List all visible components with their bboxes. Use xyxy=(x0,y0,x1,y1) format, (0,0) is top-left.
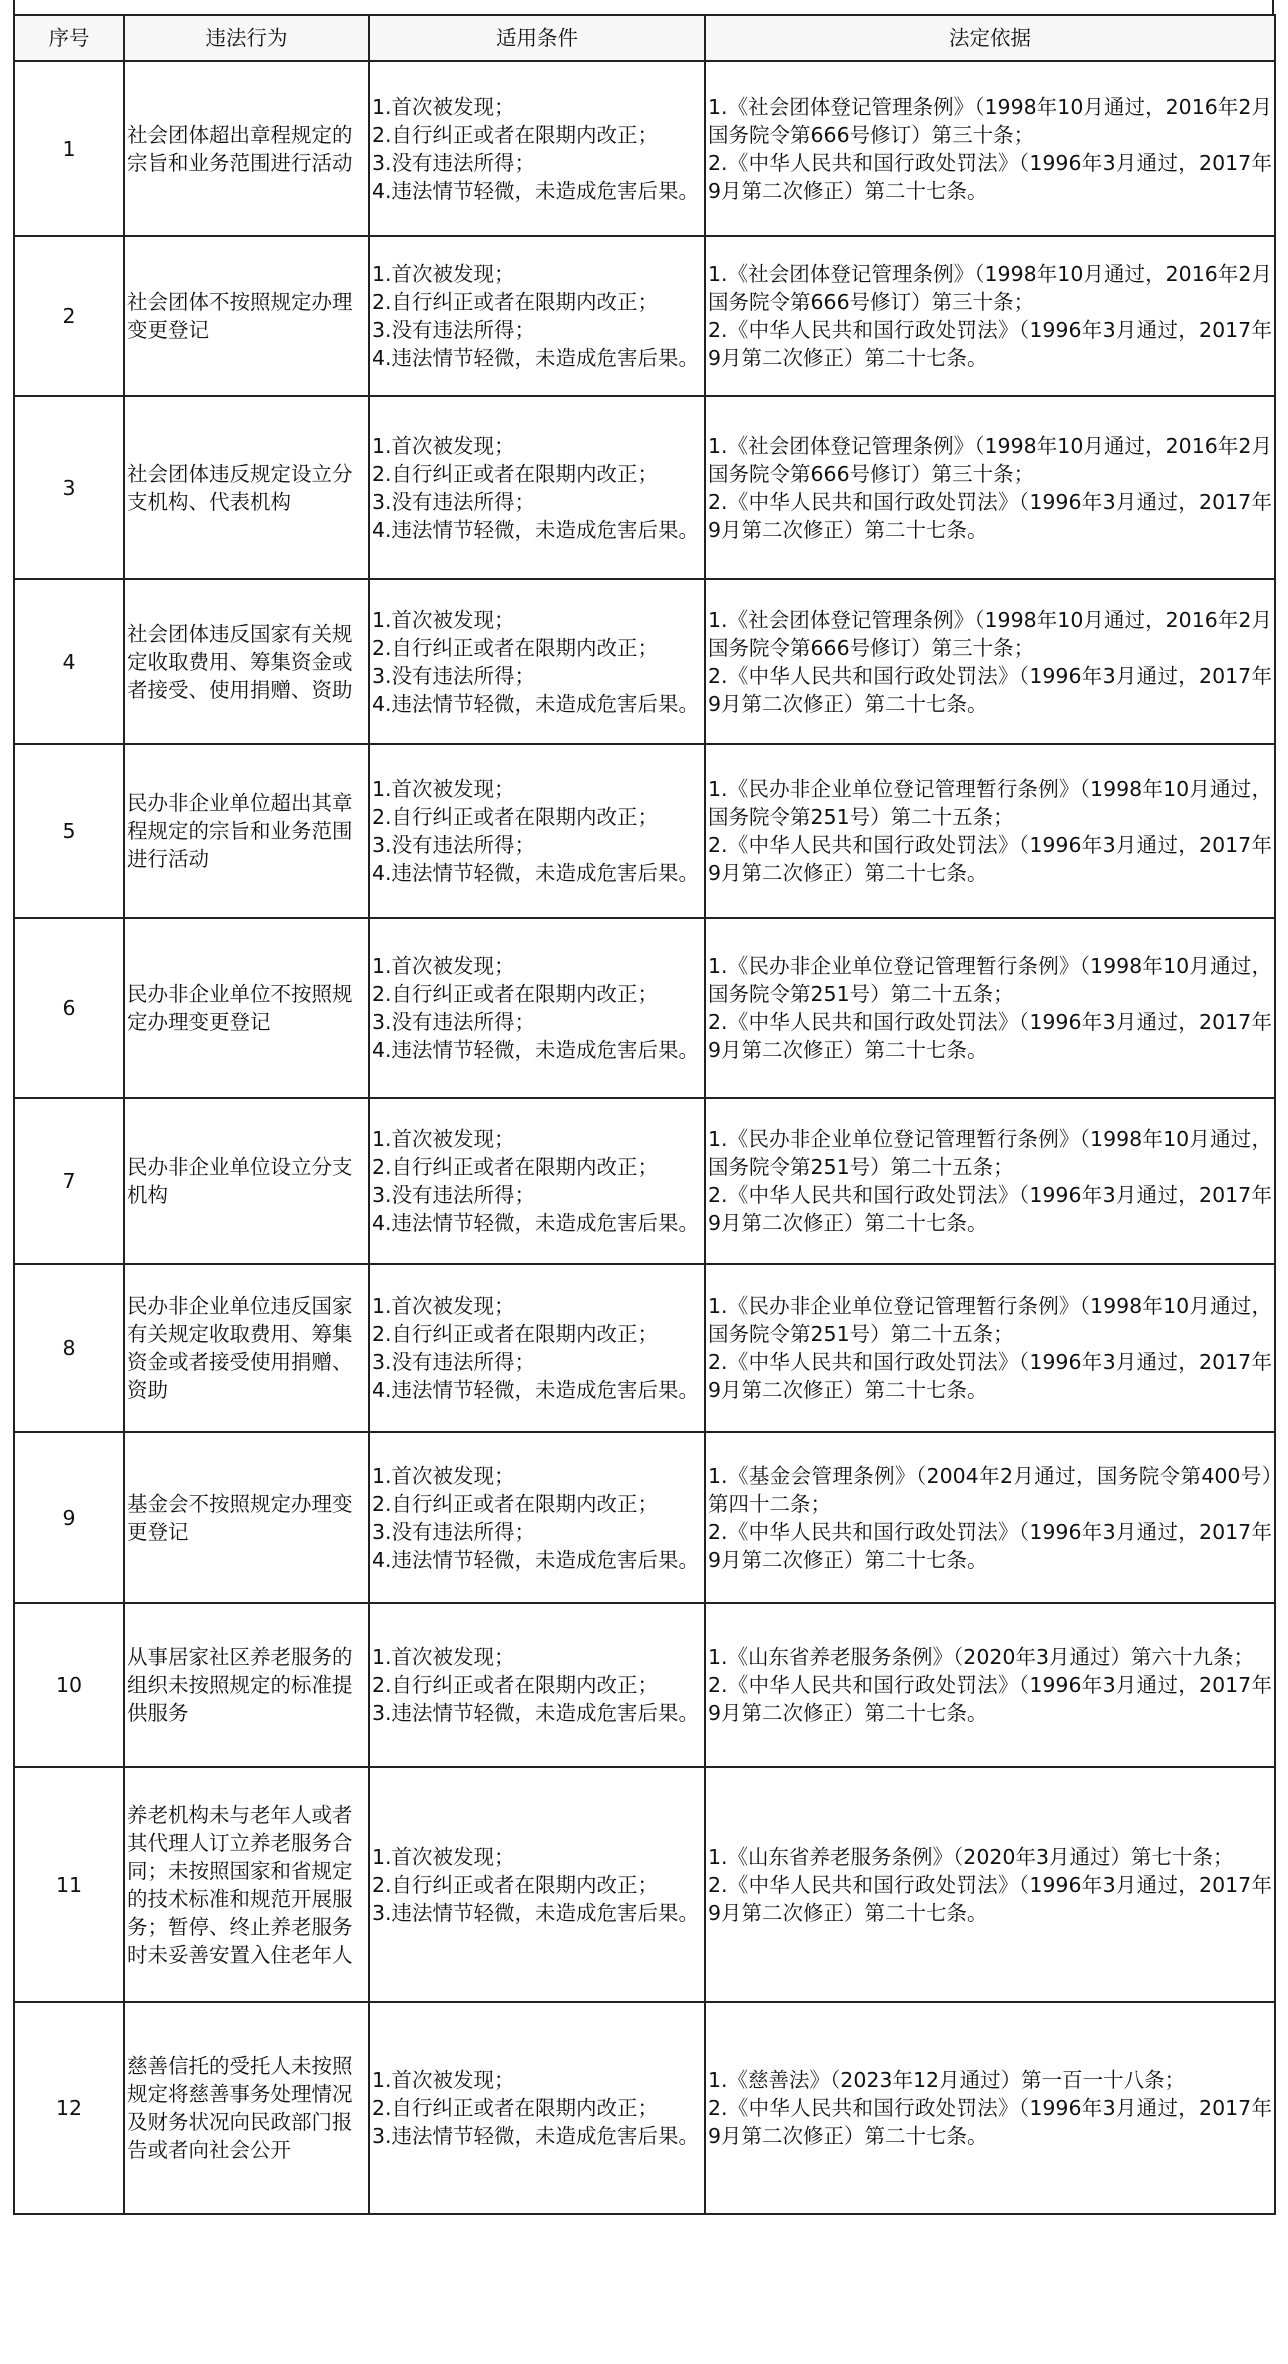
condition-item: 2.自行纠正或者在限期内改正； xyxy=(372,2096,659,2120)
legal-basis-item: 1.《民办非企业单位登记管理暂行条例》（1998年10月通过，国务院令第251号）第二十五条； xyxy=(708,954,1272,1006)
condition-item: 4.违法情节轻微，未造成危害后果。 xyxy=(372,346,700,370)
condition-item: 1.首次被发现； xyxy=(372,1645,515,1669)
cell-conditions xyxy=(369,61,705,236)
condition-item: 4.违法情节轻微，未造成危害后果。 xyxy=(372,861,700,885)
condition-item: 3.没有违法所得； xyxy=(372,1350,536,1374)
cell-conditions xyxy=(369,1432,705,1603)
table-row xyxy=(14,236,1275,396)
cell-violation: 社会团体不按照规定办理变更登记 xyxy=(124,236,369,396)
table-row xyxy=(14,1098,1275,1264)
cell-conditions xyxy=(369,1603,705,1767)
legal-basis-item: 1.《社会团体登记管理条例》（1998年10月通过，2016年2月国务院令第666号修订）第三十条； xyxy=(708,607,1272,660)
cell-legal-basis xyxy=(705,61,1275,236)
cell-violation: 社会团体违反规定设立分支机构、代表机构 xyxy=(124,396,369,579)
condition-item: 3.没有违法所得； xyxy=(372,1183,536,1207)
table-row xyxy=(14,1264,1275,1432)
condition-item: 1.首次被发现； xyxy=(372,1844,515,1869)
header-conditions: 适用条件 xyxy=(369,15,705,61)
legal-basis-item: 1.《民办非企业单位登记管理暂行条例》（1998年10月通过，国务院令第251号）第二十五条； xyxy=(708,1294,1272,1346)
condition-item: 2.自行纠正或者在限期内改正； xyxy=(372,982,659,1006)
condition-item: 2.自行纠正或者在限期内改正； xyxy=(372,805,659,829)
legal-basis-item: 2.《中华人民共和国行政处罚法》（1996年3月通过，2017年9月第二次修正）第二十七条。 xyxy=(708,1673,1272,1725)
cell-serial-number: 12 xyxy=(14,2002,124,2214)
legal-basis-item: 2.《中华人民共和国行政处罚法》（1996年3月通过，2017年9月第二次修正）第二十七条。 xyxy=(708,833,1272,885)
cell-violation: 社会团体违反国家有关规定收取费用、筹集资金或者接受、使用捐赠、资助 xyxy=(124,579,369,744)
condition-item: 1.首次被发现； xyxy=(372,1463,515,1488)
condition-item: 3.违法情节轻微，未造成危害后果。 xyxy=(372,2124,700,2148)
cell-violation: 民办非企业单位设立分支机构 xyxy=(124,1098,369,1264)
condition-item: 2.自行纠正或者在限期内改正； xyxy=(372,290,659,314)
table-body xyxy=(14,61,1275,2214)
header-serial-number: 序号 xyxy=(14,15,124,61)
legal-basis-item: 2.《中华人民共和国行政处罚法》（1996年3月通过，2017年9月第二次修正）第二十七条。 xyxy=(708,1350,1272,1402)
legal-basis-item: 1.《社会团体登记管理条例》（1998年10月通过，2016年2月国务院令第666号修订）第三十条； xyxy=(708,433,1272,486)
condition-item: 3.没有违法所得； xyxy=(372,833,536,857)
penalty-exemption-table xyxy=(13,14,1276,2215)
condition-item: 2.自行纠正或者在限期内改正； xyxy=(372,122,659,147)
table-row xyxy=(14,61,1275,236)
table-row xyxy=(14,396,1275,579)
condition-item: 4.违法情节轻微，未造成危害后果。 xyxy=(372,691,700,716)
cell-serial-number: 2 xyxy=(14,236,124,396)
legal-basis-item: 2.《中华人民共和国行政处罚法》（1996年3月通过，2017年9月第二次修正）第二十七条。 xyxy=(708,1010,1272,1062)
cell-violation: 社会团体超出章程规定的宗旨和业务范围进行活动 xyxy=(124,61,369,236)
cell-conditions xyxy=(369,918,705,1098)
condition-item: 2.自行纠正或者在限期内改正； xyxy=(372,461,659,486)
cell-legal-basis xyxy=(705,579,1275,744)
legal-basis-item: 2.《中华人民共和国行政处罚法》（1996年3月通过，2017年9月第二次修正）第二十七条。 xyxy=(708,1183,1272,1235)
condition-item: 2.自行纠正或者在限期内改正； xyxy=(372,1491,659,1516)
cell-conditions xyxy=(369,1098,705,1264)
condition-item: 2.自行纠正或者在限期内改正； xyxy=(372,1872,659,1897)
condition-item: 1.首次被发现； xyxy=(372,262,515,286)
condition-item: 4.违法情节轻微，未造成危害后果。 xyxy=(372,1038,700,1062)
cell-legal-basis xyxy=(705,1767,1275,2002)
cell-violation: 民办非企业单位超出其章程规定的宗旨和业务范围进行活动 xyxy=(124,744,369,918)
cell-conditions xyxy=(369,2002,705,2214)
cell-conditions xyxy=(369,579,705,744)
cell-violation: 民办非企业单位违反国家有关规定收取费用、筹集资金或者接受使用捐赠、资助 xyxy=(124,1264,369,1432)
cell-serial-number: 6 xyxy=(14,918,124,1098)
condition-item: 1.首次被发现； xyxy=(372,954,515,978)
cell-conditions xyxy=(369,1767,705,2002)
condition-item: 1.首次被发现； xyxy=(372,777,515,801)
cell-legal-basis xyxy=(705,918,1275,1098)
table-top-border xyxy=(13,0,1274,14)
table-row xyxy=(14,579,1275,744)
cell-serial-number: 1 xyxy=(14,61,124,236)
condition-item: 3.没有违法所得； xyxy=(372,318,536,342)
condition-item: 4.违法情节轻微，未造成危害后果。 xyxy=(372,1211,700,1235)
table-row xyxy=(14,1767,1275,2002)
cell-conditions xyxy=(369,744,705,918)
condition-item: 3.违法情节轻微，未造成危害后果。 xyxy=(372,1900,700,1925)
cell-conditions xyxy=(369,236,705,396)
legal-basis-item: 2.《中华人民共和国行政处罚法》（1996年3月通过，2017年9月第二次修正）第二十七条。 xyxy=(708,663,1272,716)
legal-basis-item: 1.《慈善法》（2023年12月通过）第一百一十八条； xyxy=(708,2068,1186,2092)
legal-basis-item: 1.《社会团体登记管理条例》（1998年10月通过，2016年2月国务院令第666号修订）第三十条； xyxy=(708,262,1272,314)
table-row xyxy=(14,918,1275,1098)
cell-serial-number: 9 xyxy=(14,1432,124,1603)
legal-basis-item: 1.《山东省养老服务条例》（2020年3月通过）第七十条； xyxy=(708,1844,1234,1869)
cell-violation: 从事居家社区养老服务的组织未按照规定的标准提供服务 xyxy=(124,1603,369,1767)
cell-conditions xyxy=(369,1264,705,1432)
cell-serial-number: 3 xyxy=(14,396,124,579)
condition-item: 3.没有违法所得； xyxy=(372,663,536,688)
cell-violation: 基金会不按照规定办理变更登记 xyxy=(124,1432,369,1603)
condition-item: 1.首次被发现； xyxy=(372,1294,515,1318)
condition-item: 1.首次被发现； xyxy=(372,607,515,632)
cell-violation: 民办非企业单位不按照规定办理变更登记 xyxy=(124,918,369,1098)
legal-basis-item: 2.《中华人民共和国行政处罚法》（1996年3月通过，2017年9月第二次修正）第二十七条。 xyxy=(708,1872,1272,1925)
condition-item: 3.没有违法所得； xyxy=(372,1010,536,1034)
cell-serial-number: 8 xyxy=(14,1264,124,1432)
legal-basis-item: 1.《基金会管理条例》（2004年2月通过，国务院令第400号）第四十二条； xyxy=(708,1463,1272,1516)
cell-serial-number: 5 xyxy=(14,744,124,918)
header-violation: 违法行为 xyxy=(124,15,369,61)
cell-serial-number: 11 xyxy=(14,1767,124,2002)
cell-serial-number: 7 xyxy=(14,1098,124,1264)
table-row xyxy=(14,1432,1275,1603)
table-header-row xyxy=(14,15,1275,61)
cell-legal-basis xyxy=(705,744,1275,918)
legal-basis-item: 1.《社会团体登记管理条例》（1998年10月通过，2016年2月国务院令第666号修订）第三十条； xyxy=(708,94,1272,147)
cell-legal-basis xyxy=(705,1432,1275,1603)
condition-item: 4.违法情节轻微，未造成危害后果。 xyxy=(372,1378,700,1402)
legal-basis-item: 2.《中华人民共和国行政处罚法》（1996年3月通过，2017年9月第二次修正）第二十七条。 xyxy=(708,489,1272,542)
legal-basis-item: 2.《中华人民共和国行政处罚法》（1996年3月通过，2017年9月第二次修正）第二十七条。 xyxy=(708,1519,1272,1572)
legal-basis-item: 1.《民办非企业单位登记管理暂行条例》（1998年10月通过，国务院令第251号）第二十五条； xyxy=(708,777,1272,829)
condition-item: 3.没有违法所得； xyxy=(372,489,536,514)
legal-basis-item: 2.《中华人民共和国行政处罚法》（1996年3月通过，2017年9月第二次修正）第二十七条。 xyxy=(708,150,1272,203)
condition-item: 1.首次被发现； xyxy=(372,2068,515,2092)
condition-item: 4.违法情节轻微，未造成危害后果。 xyxy=(372,517,700,542)
cell-violation: 慈善信托的受托人未按照规定将慈善事务处理情况及财务状况向民政部门报告或者向社会公开 xyxy=(124,2002,369,2214)
table-row xyxy=(14,744,1275,918)
cell-conditions xyxy=(369,396,705,579)
condition-item: 3.没有违法所得； xyxy=(372,150,536,175)
legal-basis-item: 1.《山东省养老服务条例》（2020年3月通过）第六十九条； xyxy=(708,1645,1255,1669)
table-row xyxy=(14,1603,1275,1767)
condition-item: 3.没有违法所得； xyxy=(372,1519,536,1544)
legal-basis-item: 2.《中华人民共和国行政处罚法》（1996年3月通过，2017年9月第二次修正）第二十七条。 xyxy=(708,318,1272,370)
condition-item: 4.违法情节轻微，未造成危害后果。 xyxy=(372,1547,700,1572)
cell-serial-number: 10 xyxy=(14,1603,124,1767)
table-row xyxy=(14,2002,1275,2214)
cell-legal-basis xyxy=(705,1603,1275,1767)
cell-legal-basis xyxy=(705,236,1275,396)
condition-item: 2.自行纠正或者在限期内改正； xyxy=(372,1322,659,1346)
condition-item: 1.首次被发现； xyxy=(372,1127,515,1151)
cell-legal-basis xyxy=(705,396,1275,579)
condition-item: 4.违法情节轻微，未造成危害后果。 xyxy=(372,178,700,203)
cell-legal-basis xyxy=(705,1098,1275,1264)
condition-item: 1.首次被发现； xyxy=(372,433,515,458)
legal-basis-item: 2.《中华人民共和国行政处罚法》（1996年3月通过，2017年9月第二次修正）第二十七条。 xyxy=(708,2096,1272,2148)
cell-legal-basis xyxy=(705,1264,1275,1432)
condition-item: 2.自行纠正或者在限期内改正； xyxy=(372,635,659,660)
condition-item: 1.首次被发现； xyxy=(372,94,515,119)
legal-basis-item: 1.《民办非企业单位登记管理暂行条例》（1998年10月通过，国务院令第251号）第二十五条； xyxy=(708,1127,1272,1179)
cell-serial-number: 4 xyxy=(14,579,124,744)
cell-violation: 养老机构未与老年人或者其代理人订立养老服务合同；未按照国家和省规定的技术标准和规范开展服务；暂停、终止养老服务时未妥善安置入住老年人 xyxy=(124,1767,369,2002)
condition-item: 2.自行纠正或者在限期内改正； xyxy=(372,1155,659,1179)
condition-item: 2.自行纠正或者在限期内改正； xyxy=(372,1673,659,1697)
cell-legal-basis xyxy=(705,2002,1275,2214)
condition-item: 3.违法情节轻微，未造成危害后果。 xyxy=(372,1701,700,1725)
header-legal-basis: 法定依据 xyxy=(705,15,1275,61)
